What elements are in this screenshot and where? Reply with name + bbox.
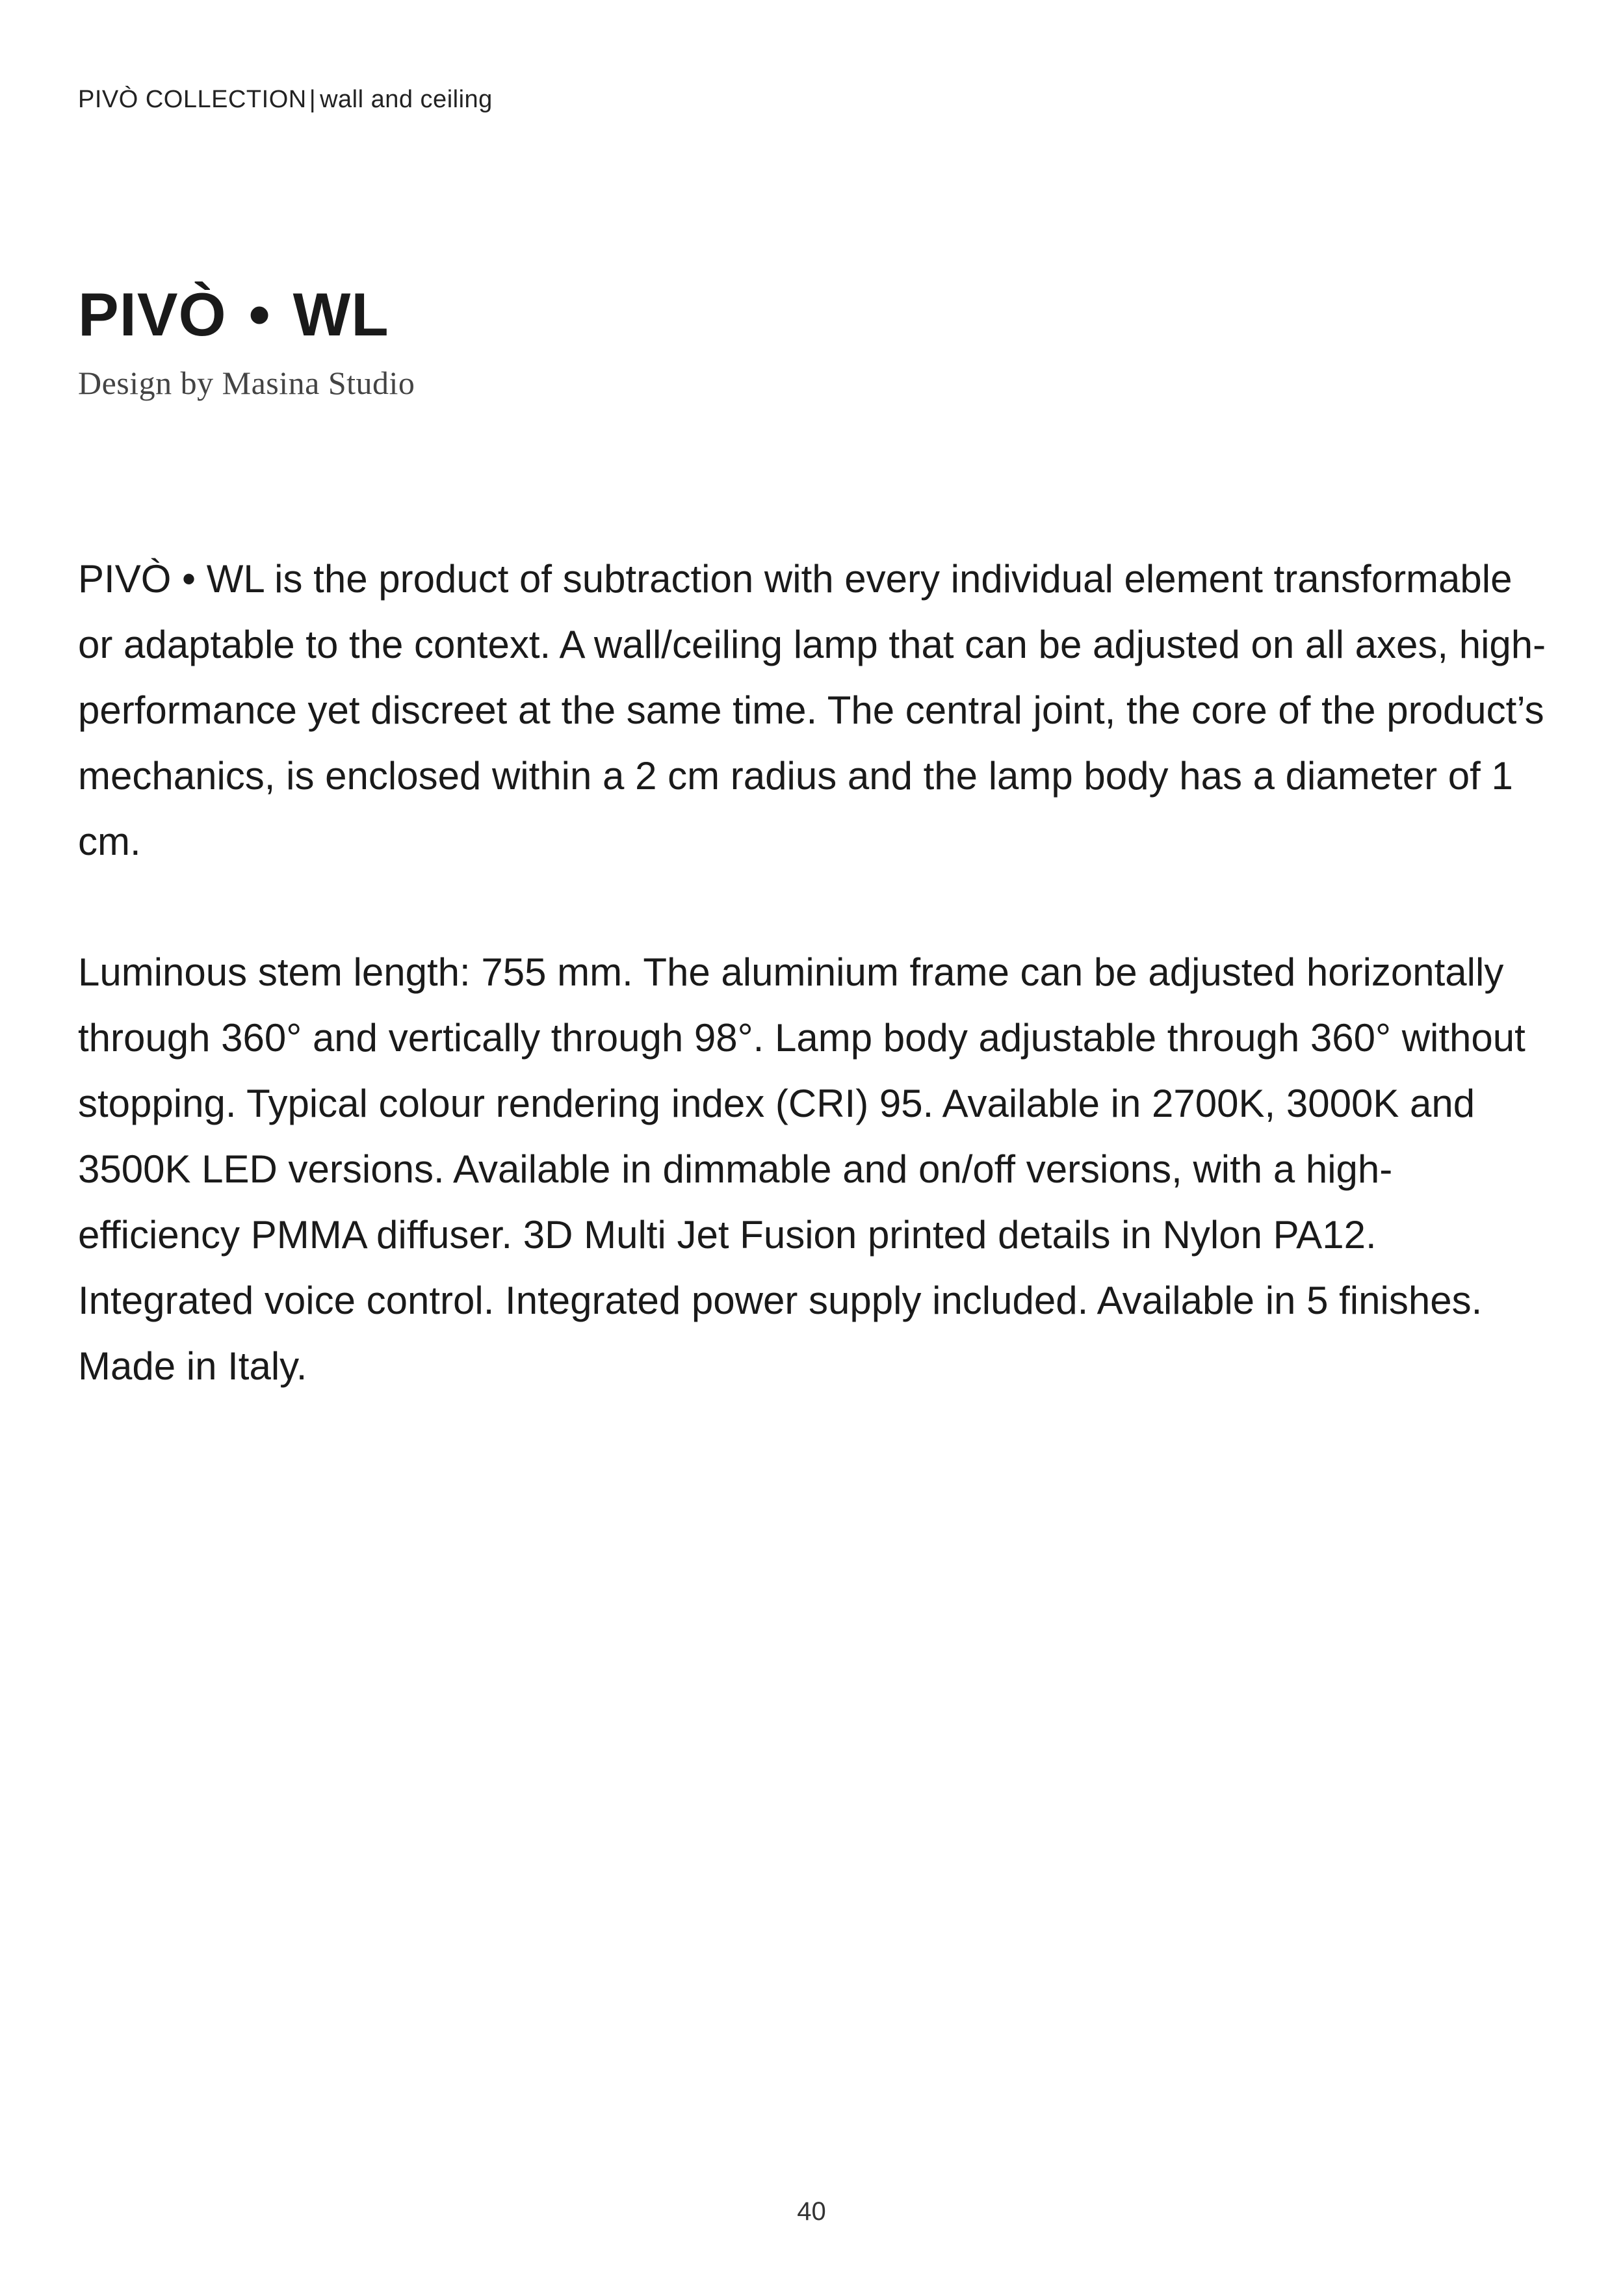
description-paragraph-1: PIVÒ • WL is the product of subtraction with every individual element transformable or adaptable to the context. A wall/ceiling lamp that can be adjusted on all axes, high-performance yet discreet at the same time. The central joint, the core of the product’s mechanics, is enclosed within a 2 cm radius and the lamp body has a diameter of 1 cm.: [78, 557, 1546, 863]
product-title: [78, 281, 389, 348]
header-separator: |: [309, 86, 317, 113]
description-paragraph-2: Luminous stem length: 755 mm. The aluminium frame can be adjusted horizontally through 360° and vertically through 98°. Lamp body adjustable through 360° without stopping. Typical colour rendering index (CRI) 95. Available in 2700K, 3000K and 3500K LED versions. Available in dimmable and on/off versions, with a high-efficiency PMMA diffuser. 3D Multi Jet Fusion printed details in Nylon PA12. Integrated voice control. Integrated power supply included. Available in 5 finishes. Made in Italy.: [78, 950, 1526, 1388]
product-description: [78, 546, 1553, 1464]
collection-category: wall and ceiling: [320, 86, 493, 113]
product-model: WL: [292, 280, 389, 348]
product-name: PIVÒ: [78, 280, 227, 348]
designer-credit: Design by Masina Studio: [78, 365, 415, 401]
page-number: 40: [797, 2197, 826, 2226]
title-bullet: •: [248, 280, 271, 348]
running-header: [78, 86, 493, 114]
collection-name: PIVÒ COLLECTION: [78, 86, 307, 113]
